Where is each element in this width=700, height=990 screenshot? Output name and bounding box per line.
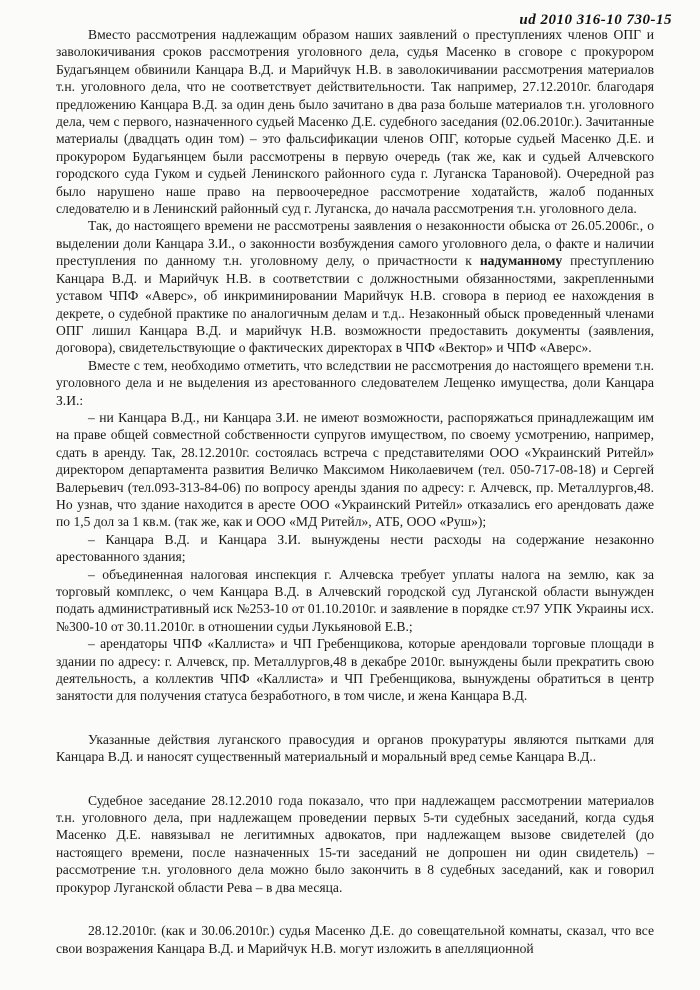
list-item-4: – арендаторы ЧПФ «Каллиста» и ЧП Гребенщикова, которые арендовали торговые площади в здании по адресу: г. Алчевск, пр. Металлургов,48 в декабре 2010г. вынуждены были прекратить свою деятельность, а коллектив ЧПФ «Каллиста» и ЧП Гребенщикова, вынуждены обратиться в центр занятости для получения статуса безработного, в том числе, и жена Канцара В.Д.	[56, 636, 654, 704]
paragraph-6: 28.12.2010г. (как и 30.06.2010г.) судья Масенко Д.Е. до совещательной комнаты, сказал, что все свои возражения Канцара В.Д. и Марийчук Н.В. могут изложить в апелляционной	[56, 923, 654, 956]
paragraph-2-emphasis: надуманному	[479, 253, 563, 269]
list-item-1: – ни Канцара В.Д., ни Канцара З.И. не имеют возможности, распоряжаться принадлежащим им на праве общей совместной собственности супругов имуществом, по своему усмотрению, например, сдать в аренду. Так, 28.12.2010г. состоялась встреча с представителями ООО «Украинский Ритейл» директором департамента развития Величко Максимом Николаевичем (тел. 050-717-08-18) и Сергей Валерьевич (тел.093-313-84-06) по вопросу аренды здания по адресу: г. Алчевск, пр. Металлургов,48. Но узнав, что здание находится в аресте ООО «Украинский Ритейл» отказались его арендовать даже по 1,5 дол за 1 кв.м. (так же, как и ООО «МД Ритейл», АТБ, ООО «Руш»);	[56, 409, 654, 530]
document-stamp: ud 2010 316-10 730-15	[519, 12, 672, 28]
paragraph-2	[56, 217, 654, 356]
list-item-2: – Канцара В.Д. и Канцара З.И. вынуждены нести расходы на содержание незаконно арестованного здания;	[56, 531, 654, 565]
paragraph-4: Указанные действия луганского правосудия и органов прокуратуры являются пытками для Канцара В.Д. и наносят существенный материальный и моральный вред семье Канцара В.Д..	[56, 731, 654, 765]
paragraph-3: Вместе с тем, необходимо отметить, что вследствии не рассмотрения до настоящего времени т.н. уголовного дела и не выделения из арестованного следователем Лещенко имущества, доли Канцара З.И.:	[56, 357, 654, 408]
paragraph-2-after: преступлению Канцара В.Д. и Марийчук Н.В. в соответствии с должностными обязанностями, закрепленными уставом ЧПФ «Аверс», об инкриминировании Марийчук Н.В. сговора в период ее нахождения в декрете, о судебной практике по аналогичным делам и т.д.. Незаконный обыск проведенный членами ОПГ лишил Канцара В.Д. и марийчук Н.В. возможности предоставить документы (заявления, договора), свидетельствующие о фактических директорах в ЧПФ «Вектор» и ЧПФ «Аверс».	[56, 253, 654, 356]
paragraph-2-before: Так, до настоящего времени не рассмотрены заявления о незаконности обыска от 26.05.2006г., о выделении доли Канцара З.И., о законности возбуждения самого уголовного дела, о факте и наличии преступления по данному т.н. уголовному делу, о причастности к	[56, 218, 654, 269]
paragraph-1: Вместо рассмотрения надлежащим образом наших заявлений о преступлениях членов ОПГ и заволокичивания сроков рассмотрения уголовного дела, судья Масенко в сговоре с прокурором Будагьянцем обвинили Канцара В.Д. и Марийчук Н.В. в заволокичивании рассмотрения материалов т.н. уголовного дела, что не соответствует действительности. Так например, 27.12.2010г. благодаря предложению Канцара В.Д. за один день было зачитано в два раза больше материалов т.н. уголовного дела, чем с первого, назначенного судьей Масенко Д.Е. судебного заседания (02.06.2010г.). Зачитанные материалы (двадцать один том) – это фальсификации членов ОПГ, которые судьей Масенко Д.Е. и прокурором Будагьянцем были рассмотрены в первую очередь (так же, как и судьей Алчевского городского суда Гуком и судьей Ленинского районного суда г. Луганска Тарановой). Очередной раз было нарушено наше право на первоочередное рассмотрение ходатайств, жалоб поданных следователю и в Ленинский районный суд г. Луганска, до начала рассмотрения т.н. уголовного дела.	[56, 27, 654, 217]
list-item-3: – объединенная налоговая инспекция г. Алчевска требует уплаты налога на землю, как за торговый комплекс, о чем Канцара В.Д. в Алчевский городской суд Луганской области вынужден подать административный иск №253-10 от 01.10.2010г. и заявление в порядке ст.97 УПК Украины исх. №300-10 от 30.11.2010г. в отношении судьи Лукьяновой Е.В.;	[56, 566, 654, 634]
document-body	[56, 26, 654, 957]
paragraph-5: Судебное заседание 28.12.2010 года показало, что при надлежащем рассмотрении материалов т.н. уголовного дела, при надлежащем проведении первых 5-ти судебных заседаний, когда судья Масенко Д.Е. навязывал не легитимных адвокатов, при надлежащем вызове свидетелей (до настоящего времени, после назначенных 15-ти заседаний не допрошен ни один свидетель) – рассмотрение т.н. уголовного дела можно было закончить в 8 судебных заседаний, как и говорил прокурор Луганской области Рева – в два месяца.	[56, 792, 654, 895]
